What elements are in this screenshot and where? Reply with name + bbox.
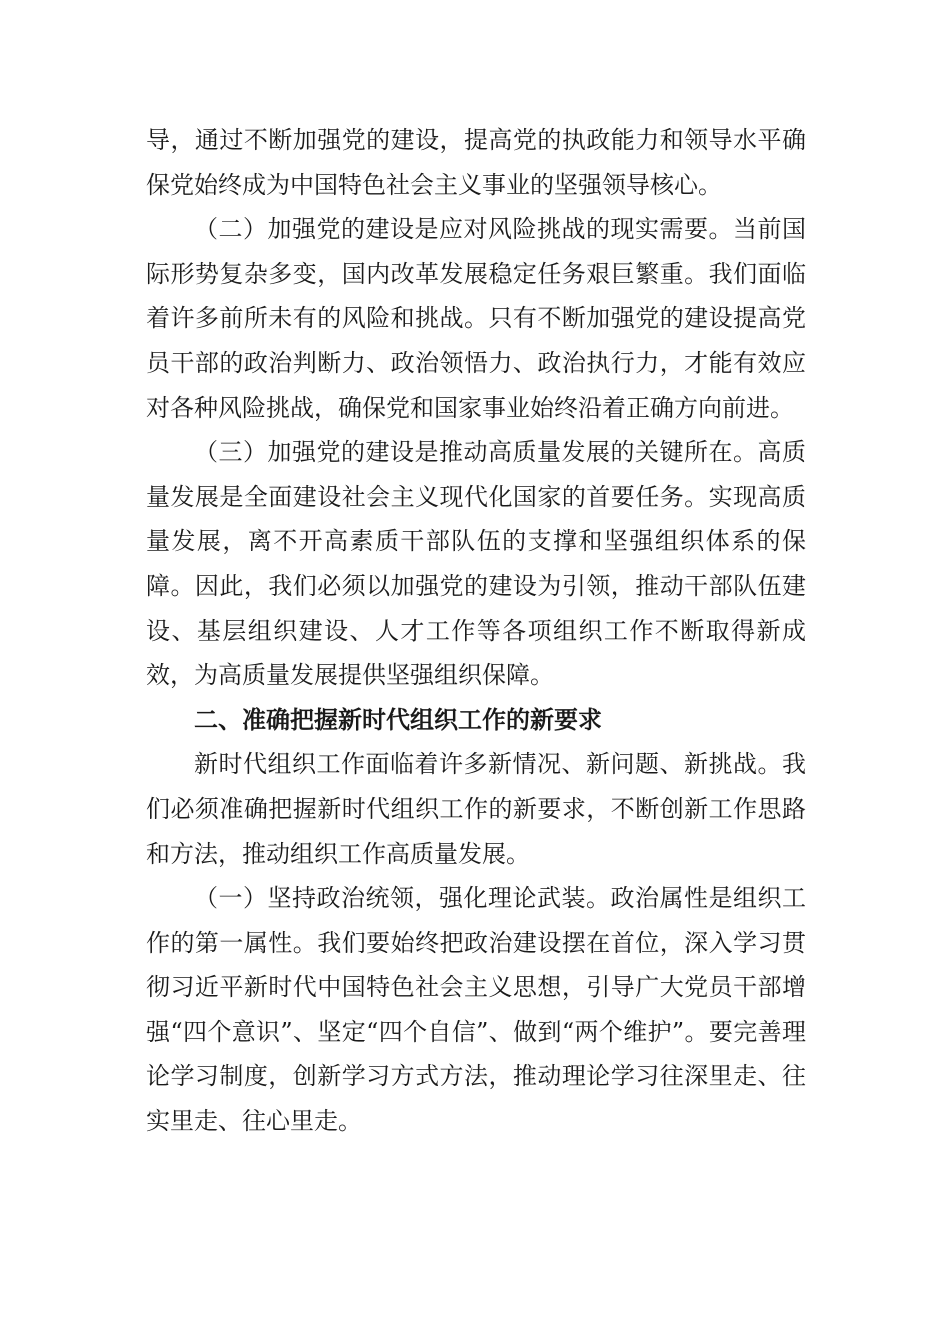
paragraph-section-3: （三）加强党的建设是推动高质量发展的关键所在。高质量发展是全面建设社会主义现代化国家的首要任务。实现高质量发展，离不开高素质干部队伍的支撑和坚强组织体系的保障。因此，我们必须以加强党的建设为引领，推动干部队伍建设、基层组织建设、人才工作等各项组织工作不断取得新成效，为高质量发展提供坚强组织保障。 bbox=[146, 438, 806, 690]
paragraph-continuation: 导，通过不断加强党的建设，提高党的执政能力和领导水平确保党始终成为中国特色社会主义事业的坚强领导核心。 bbox=[146, 126, 806, 199]
paragraph-subsection-1: （一）坚持政治统领，强化理论武装。政治属性是组织工作的第一属性。我们要始终把政治建设摆在首位，深入学习贯彻习近平新时代中国特色社会主义思想，引导广大党员干部增强“四个意识”、坚定“四个自信”、做到“两个维护”。要完善理论学习制度，创新学习方式方法，推动理论学习往深里走、往实里走、往心里走。 bbox=[146, 884, 806, 1136]
document-body bbox=[146, 118, 806, 1144]
section-heading: 二、准确把握新时代组织工作的新要求 bbox=[194, 705, 602, 734]
paragraph-intro: 新时代组织工作面临着许多新情况、新问题、新挑战。我们必须准确把握新时代组织工作的新要求，不断创新工作思路和方法，推动组织工作高质量发展。 bbox=[146, 750, 806, 868]
paragraph-section-2: （二）加强党的建设是应对风险挑战的现实需要。当前国际形势复杂多变，国内改革发展稳定任务艰巨繁重。我们面临着许多前所未有的风险和挑战。只有不断加强党的建设提高党员干部的政治判断力、政治领悟力、政治执行力，才能有效应对各种风险挑战，确保党和国家事业始终沿着正确方向前进。 bbox=[146, 215, 806, 422]
